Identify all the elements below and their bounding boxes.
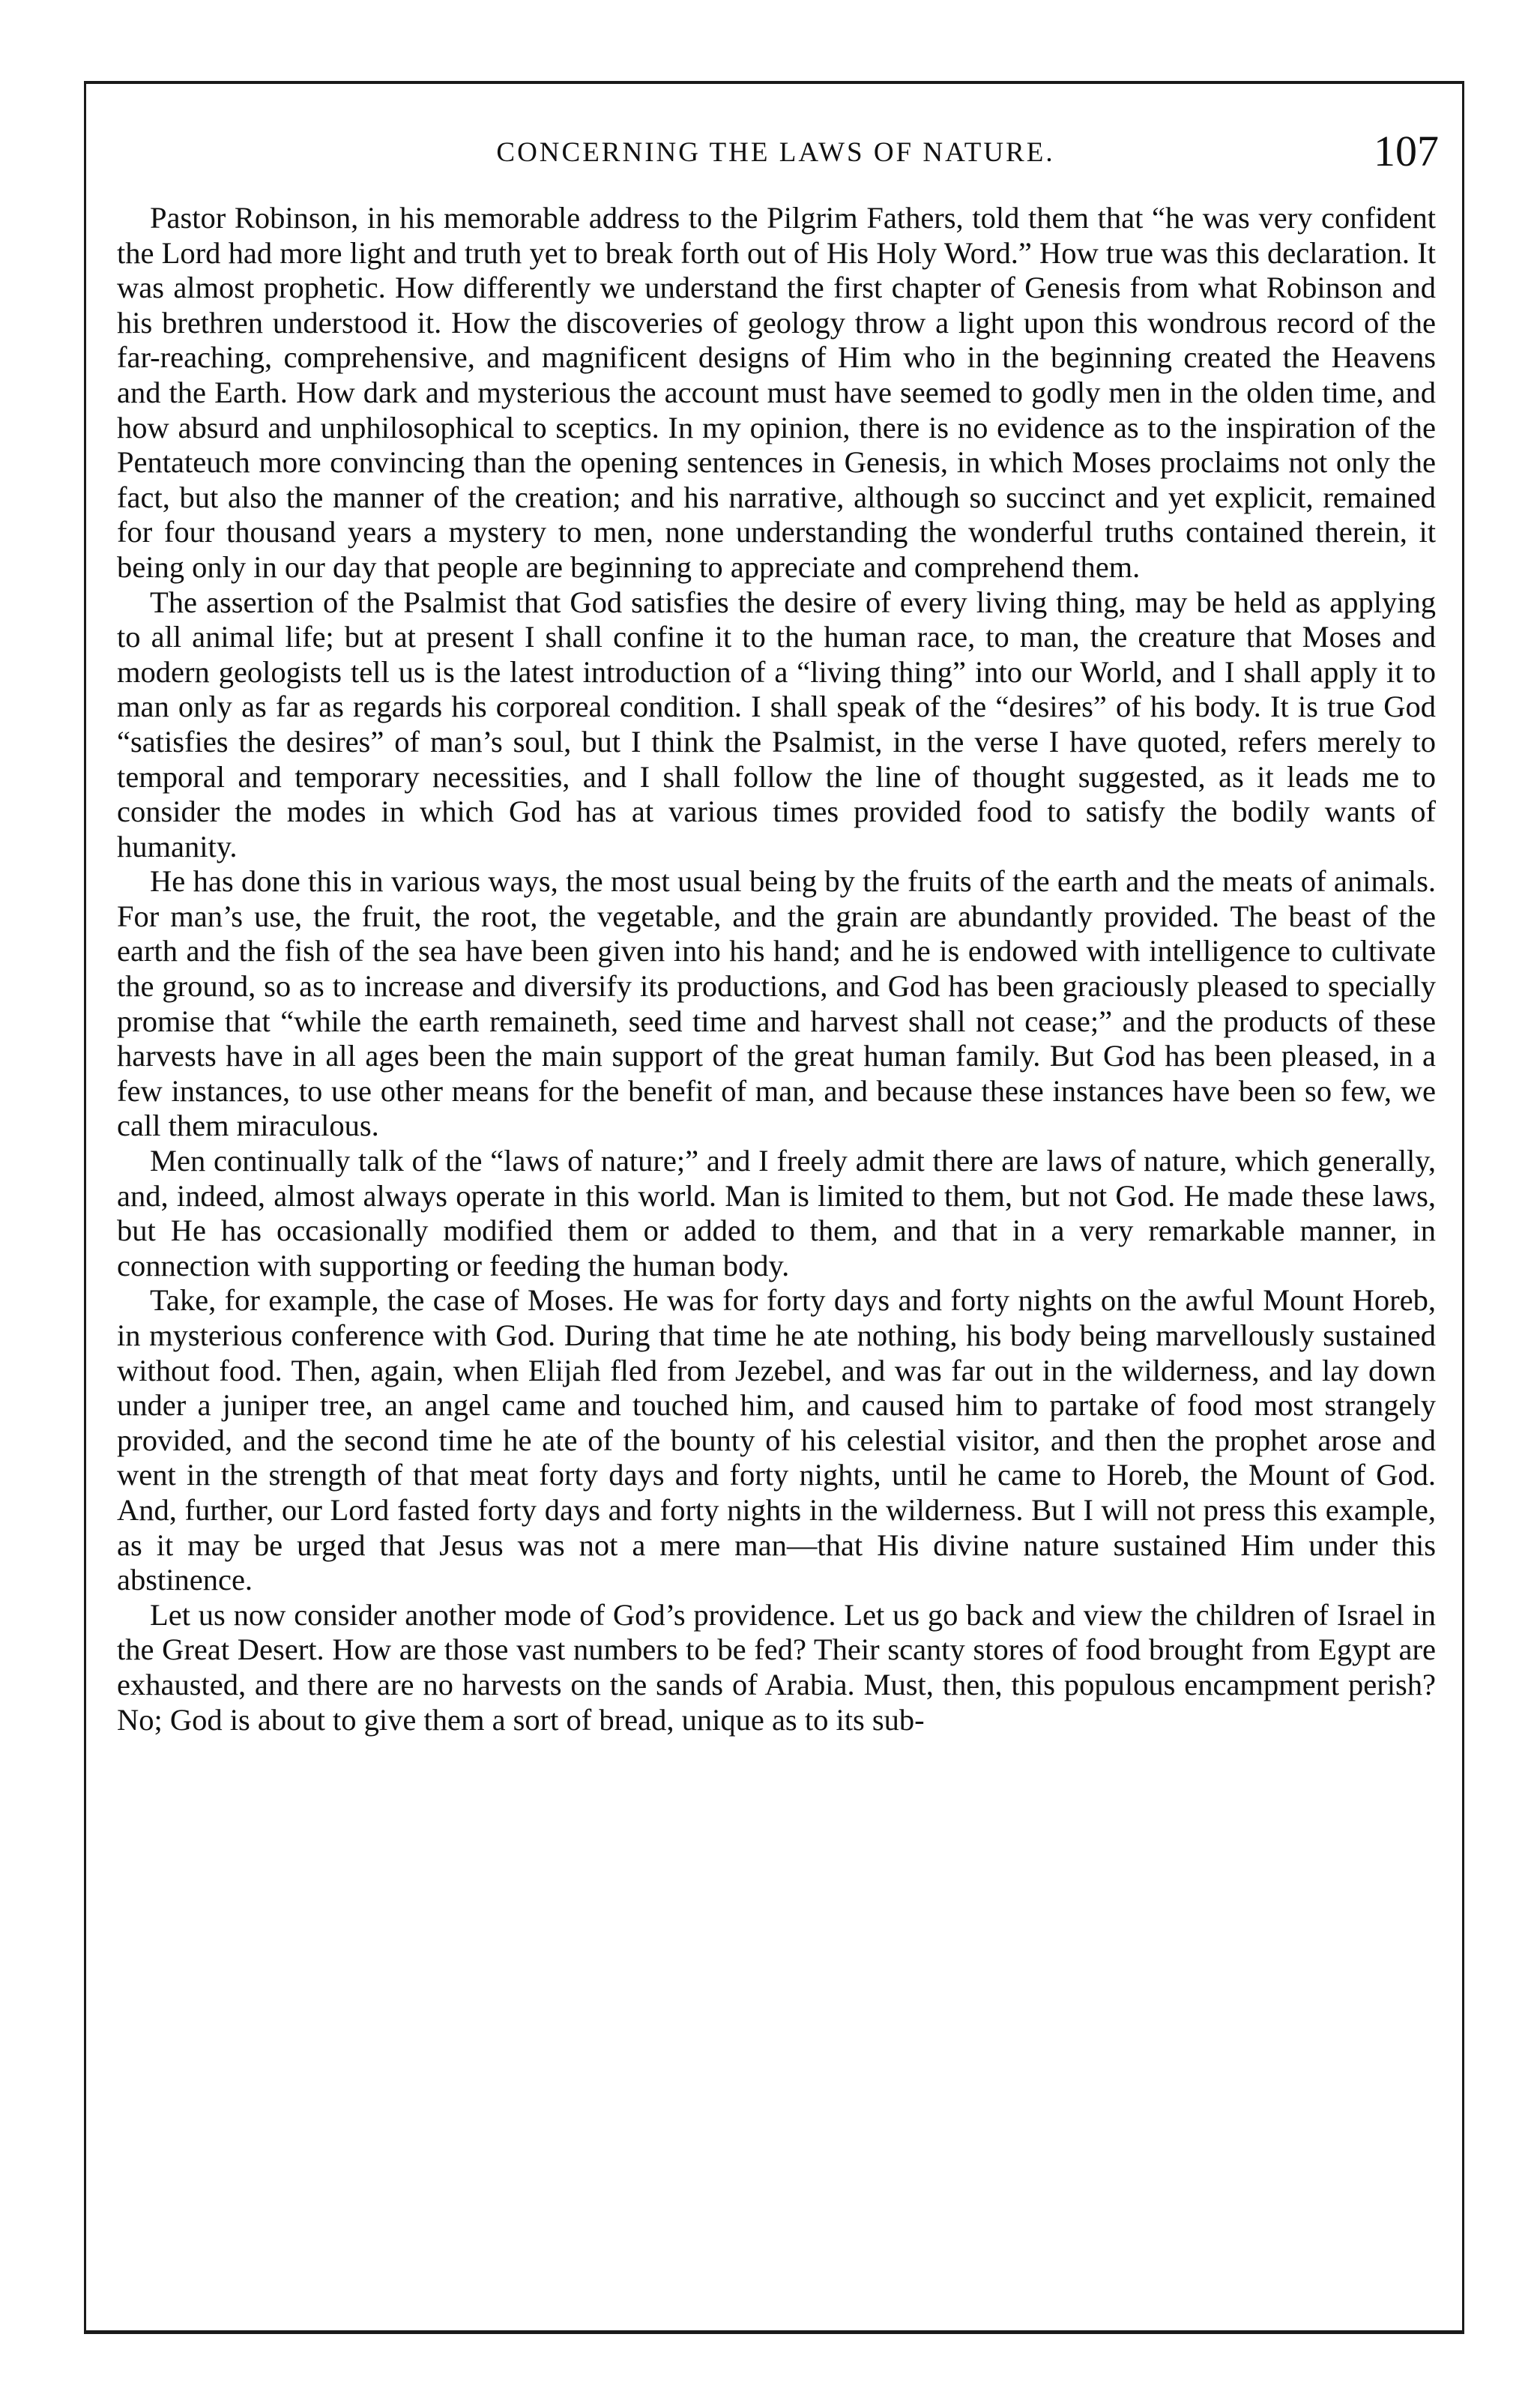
paragraph: Men continually talk of the “laws of nature;” and I freely admit there are laws of nature, which generally, and, indeed, almost always operate in this world. Man is limited to them, but not God. He made these laws, but He has occasionally modified them or added to them, and that in a very remarkable manner, in connection with supporting or feeding the human body.: [117, 1144, 1436, 1282]
body-text: [117, 201, 1436, 1737]
paragraph: He has done this in various ways, the most usual being by the fruits of the earth and the meats of animals. For man’s use, the fruit, the root, the vegetable, and the grain are abundantly provided. The beast of the earth and the fish of the sea have been given into his hand; and he is endowed with intelligence to cultivate the ground, so as to increase and diversify its productions, and God has been graciously pleased to specially promise that “while the earth remaineth, seed time and harvest shall not cease;” and the products of these harvests have in all ages been the main support of the great human family. But God has been pleased, in a few instances, to use other means for the benefit of man, and because these instances have been so few, we call them miraculous.: [117, 864, 1436, 1143]
paragraph: The assertion of the Psalmist that God satisfies the desire of every living thing, may be held as applying to all animal life; but at present I shall confine it to the human race, to man, the creature that Moses and modern geologists tell us is the latest introduction of a “living thing” into our World, and I shall apply it to man only as far as regards his corporeal condition. I shall speak of the “desires” of his body. It is true God “satisfies the desires” of man’s soul, but I think the Psalmist, in the verse I have quoted, refers merely to temporal and temporary necessities, and I shall follow the line of thought suggested, as it leads me to consider the modes in which God has at various times provided food to satisfy the bodily wants of humanity.: [117, 585, 1436, 863]
paragraph: Pastor Robinson, in his memorable address to the Pilgrim Fathers, told them that “he was very confident the Lord had more light and truth yet to break forth out of His Holy Word.” How true was this declaration. It was almost prophetic. How differently we understand the first chapter of Genesis from what Robinson and his brethren understood it. How the discoveries of geology throw a light upon this wondrous record of the far-reaching, comprehensive, and magnificent designs of Him who in the beginning created the Heavens and the Earth. How dark and mysterious the account must have seemed to godly men in the olden time, and how absurd and unphilosophical to sceptics. In my opinion, there is no evidence as to the inspiration of the Pentateuch more convincing than the opening sentences in Genesis, in which Moses proclaims not only the fact, but also the manner of the creation; and his narrative, although so succinct and yet explicit, remained for four thousand years a mystery to men, none understanding the wonderful truths contained therein, it being only in our day that people are beginning to appreciate and comprehend them.: [117, 201, 1436, 584]
paragraph: Let us now consider another mode of God’s providence. Let us go back and view the children of Israel in the Great Desert. How are those vast numbers to be fed? Their scanty stores of food brought from Egypt are exhausted, and there are no harvests on the sands of Arabia. Must, then, this populous encampment perish? No; God is about to give them a sort of bread, unique as to its sub-: [117, 1597, 1436, 1737]
running-head: [112, 126, 1439, 178]
paragraph: Take, for example, the case of Moses. He was for forty days and forty nights on the awful Mount Horeb, in mysterious conference with God. During that time he ate nothing, his body being marvellously sustained without food. Then, again, when Elijah fled from Jezebel, and was far out in the wilderness, and lay down under a juniper tree, an angel came and touched him, and caused him to partake of food most strangely provided, and the second time he ate of the bounty of his celestial visitor, and then the prophet arose and went in the strength of that meat forty days and forty nights, until he came to Horeb, the Mount of God. And, further, our Lord fasted forty days and forty nights in the wilderness. But I will not press this example, as it may be urged that Jesus was not a mere man—that His divine nature sustained Him under this abstinence.: [117, 1283, 1436, 1597]
running-title: CONCERNING THE LAWS OF NATURE.: [496, 137, 1055, 168]
page-number: 107: [1374, 127, 1439, 175]
